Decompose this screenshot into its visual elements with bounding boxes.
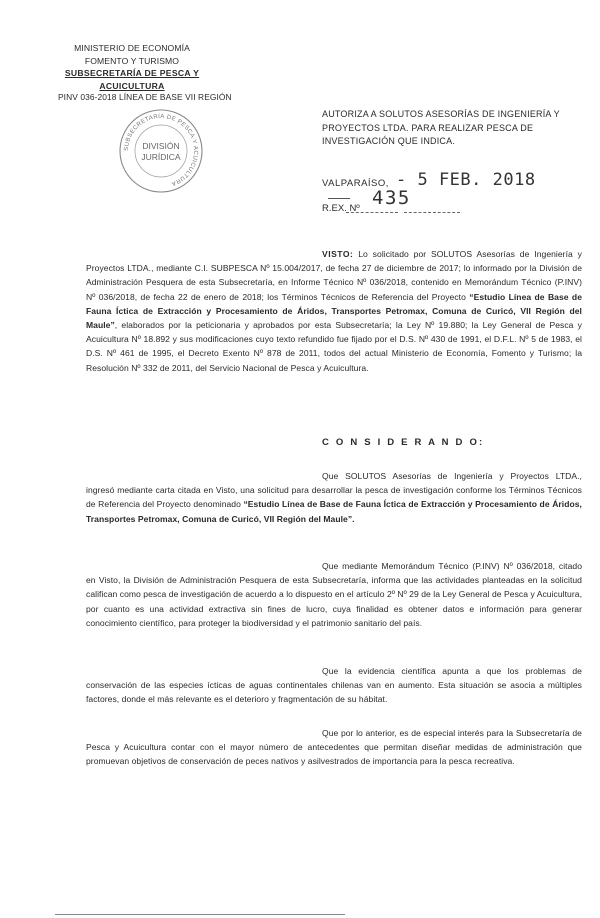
considerando-1-project: “Estudio Línea de Base de Fauna Íctica de Extracción y Procesamiento de Áridos, Transportes Petromax, Comuna de Curicó, VII Región del Maule”. — [86, 499, 582, 524]
visto-label: VISTO: — [322, 249, 354, 259]
date-stamp: - 5 FEB. 2018 — [396, 170, 536, 190]
visto-text-b: , elaborados por la peticionaria y aprobados por esta Subsecretaría; la Ley Nº 19.880; la Ley General de Pesca y Acuicultura Nº 18.892 y sus modificaciones cuyo texto refundido fue fijado por el D.S. Nº 430 de 1991, el D.F.L. Nº 5 de 1983, el D.S. Nº 461 de 1995, el Decreto Exento Nº 878 de 2011, todos del actual Ministerio de Economía, Fomento y Turismo; la Resolución Nº 332 de 2011, del Servicio Nacional de Pesca y Acuicultura. — [86, 320, 582, 373]
rex-underline-2 — [404, 212, 460, 213]
stamp-line-2: JURÍDICA — [141, 152, 181, 162]
considerando-paragraph-4: Que por lo anterior, es de especial interés para la Subsecretaría de Pesca y Acuicultura contar con el mayor número de antecedentes que permitan diseñar medidas de administración que promuevan objetivos de conservación de peces nativos y asilvestrados de importancia para la pesca recreativa. — [86, 728, 582, 767]
reference-code: PINV 036-2018 LÍNEA DE BASE VII REGIÓN — [58, 92, 232, 102]
ministry-line: MINISTERIO DE ECONOMÍA — [74, 43, 190, 53]
rex-dash — [328, 198, 350, 199]
considerando-paragraph-1 — [86, 469, 582, 526]
stamp-line-1: DIVISIÓN — [142, 141, 180, 151]
considerando-paragraph-2: Que mediante Memorándum Técnico (P.INV) Nº 036/2018, citado en Visto, la División de Administración Pesquera de esta Subsecretaría, informa que las actividades planteadas en la solicitud califican como pesca de investigación de acuerdo a lo dispuesto en el artículo 2º Nº 29 de la Ley General de Pesca y Acuicultura, por cuanto es una actividad extractiva sin fines de lucro, cuya finalidad es obtener datos e información para generar conocimiento científico, para proteger la biodiversidad y el patrimonio sanitario del país. — [86, 561, 582, 628]
rex-number: 435 — [372, 187, 411, 209]
footer-line — [55, 914, 345, 915]
division-juridica-stamp — [118, 108, 204, 194]
visto-project-name: “Estudio Línea de Base de Fauna Íctica de Extracción y Procesamiento de Áridos, Transportes Petromax, Comuna de Curicó, VII Región del Maule” — [86, 291, 582, 331]
visto-text-a: Lo solicitado por SOLUTOS Asesorías de Ingeniería y Proyectos LTDA., mediante C.I. SUBPESCA Nº 15.004/2017, de fecha 27 de diciembre de 2017; lo informado por la División de Administración Pesquera de esta Subsecretaría, en Informe Técnico Nº 036/2018, contenido en Memorándum Técnico (P.INV) Nº 036/2018, de fecha 22 de enero de 2018; los Términos Técnicos de Referencia del Proyecto — [86, 249, 582, 302]
subsecretariat-line: SUBSECRETARÍA DE PESCA Y ACUICULTURA — [64, 68, 200, 91]
place: VALPARAÍSO, — [322, 178, 389, 189]
letterhead — [32, 42, 232, 92]
considerando-paragraph-3: Que la evidencia científica apunta a que los problemas de conservación de las especies ícticas de aguas continentales chilenas van en aumento. Esta situación se asocia a múltiples factores, donde el más relevante es el deterioro y fragmentación de su hábitat. — [86, 666, 582, 705]
visto-paragraph — [86, 247, 582, 375]
ministry-subline: FOMENTO Y TURISMO — [84, 55, 180, 66]
authorization-summary: AUTORIZA A SOLUTOS ASESORÍAS DE INGENIERÍA Y PROYECTOS LTDA. PARA REALIZAR PESCA DE INVESTIGACIÓN QUE INDICA. — [322, 109, 560, 146]
rex-underline — [346, 212, 398, 213]
stamp-ring-text: SUBSECRETARÍA DE PESCA Y ACUICULTURA — [123, 113, 199, 187]
considerando-1-text: Que SOLUTOS Asesorías de Ingeniería y Proyectos LTDA., ingresó mediante carta citada en Visto, una solicitud para desarrollar la pesca de investigación conforme los Términos Técnicos de Referencia del Proyecto denominado — [86, 471, 582, 510]
considerando-heading: C O N S I D E R A N D O: — [322, 437, 485, 448]
rex-label: R.EX. Nº — [322, 203, 360, 214]
